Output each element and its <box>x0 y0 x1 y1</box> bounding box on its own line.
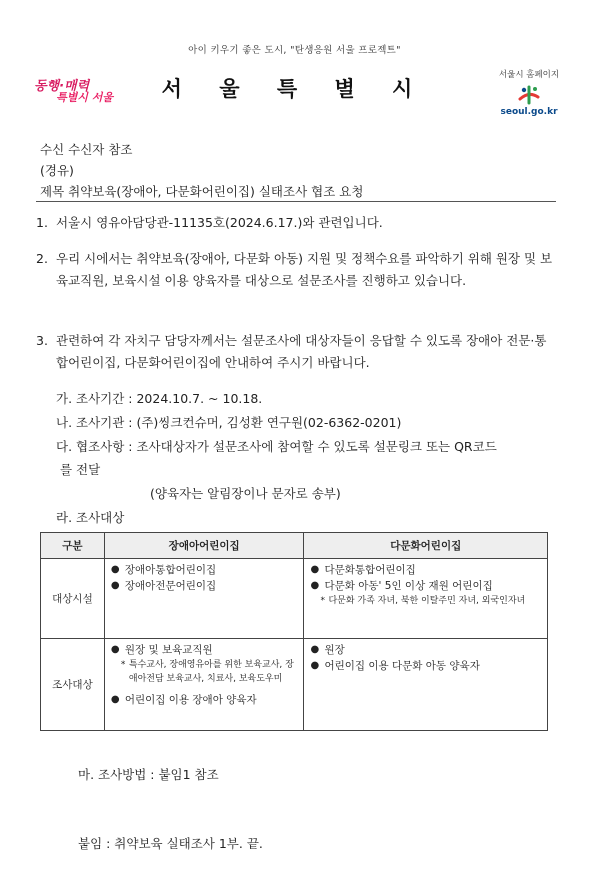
table-note: * 다문화 가족 자녀, 북한 이탈주민 자녀, 외국인자녀 <box>310 594 541 608</box>
cooperation-note: (양육자는 알림장이나 문자로 송부) <box>150 486 341 501</box>
survey-method: 마. 조사방법 : 붙임1 참조 <box>78 767 219 782</box>
paragraph-3 <box>36 330 556 378</box>
list-item: ● 원장 <box>310 642 541 658</box>
logo-line-1: 동행·매력 <box>34 79 90 94</box>
paragraph-text: 서울시 영유아담당관-11135호(2024.6.17.)와 관련입니다. <box>56 215 383 230</box>
table-header: 장애아어린이집 <box>104 533 304 559</box>
list-item: ● 장애아통합어린이집 <box>111 562 298 578</box>
recipient-line: 수신 수신자 참조 <box>40 142 133 157</box>
list-item: ● 원장 및 보육교직원 <box>111 642 298 658</box>
list-item: ● 어린이집 이용 장애아 양육자 <box>111 692 298 708</box>
list-item: ● 다문화통합어린이집 <box>310 562 541 578</box>
row-label: 대상시설 <box>41 559 105 639</box>
paragraph-number: 2. <box>36 251 48 266</box>
cooperation-line-1: 다. 협조사항 : 조사대상자가 설문조사에 참여할 수 있도록 설문링크 또는 QR코드 <box>56 439 497 454</box>
table-cell <box>304 639 548 731</box>
survey-target-table <box>40 532 548 731</box>
homepage-caption: 서울시 홈페이지 <box>498 70 560 80</box>
homepage-url: seoul.go.kr <box>500 107 558 117</box>
table-cell <box>104 559 304 639</box>
list-item: ● 장애아전문어린이집 <box>111 578 298 594</box>
slogan: 아이 키우기 좋은 도시, "탄생응원 서울 프로젝트" <box>188 45 401 56</box>
table-cell <box>304 559 548 639</box>
logo-line-2: 특별시 서울 <box>56 91 113 104</box>
seoul-homepage-logo <box>494 68 564 117</box>
document-title: 서 울 특 별 시 <box>161 77 428 101</box>
via-line: (경유) <box>40 163 74 178</box>
paragraph-number: 1. <box>36 215 48 230</box>
table-row <box>41 559 548 639</box>
table-header: 다문화어린이집 <box>304 533 548 559</box>
header-divider <box>36 201 556 202</box>
paragraph-2 <box>36 248 556 318</box>
table-header: 구분 <box>41 533 105 559</box>
paragraph-1 <box>36 212 556 234</box>
survey-agency: 나. 조사기관 : (주)씽크컨슈머, 김성환 연구원(02-6362-0201) <box>56 415 402 430</box>
list-item: ● 다문화 아동' 5인 이상 재원 어린이집 <box>310 578 541 594</box>
row-label: 조사대상 <box>41 639 105 731</box>
survey-period: 가. 조사기간 : 2024.10.7. ~ 10.18. <box>56 391 263 406</box>
paragraph-text: 우리 시에서는 취약보육(장애아, 다문화 아동) 지원 및 정책수요를 파악하기 위해 원장 및 보육교직원, 보육시설 이용 양육자를 대상으로 설문조사를 진행하고 있습니다. <box>56 251 553 288</box>
survey-target-heading: 라. 조사대상 <box>56 510 125 525</box>
table-header-row <box>41 533 548 559</box>
attachment-line: 붙임 : 취약보육 실태조사 1부. 끝. <box>78 836 263 851</box>
table-note: * 특수교사, 장애영유아를 위한 보육교사, 장애아전담 보육교사, 치료사, 보육도우미 <box>111 658 298 686</box>
list-item: ● 어린이집 이용 다문화 아동 양육자 <box>310 658 541 674</box>
paragraph-number: 3. <box>36 333 48 348</box>
seoul-emblem-icon <box>516 83 542 107</box>
table-cell <box>104 639 304 731</box>
cooperation-line-2: 를 전달 <box>60 462 101 477</box>
paragraph-text: 관련하여 각 자치구 담당자께서는 설문조사에 대상자들이 응답할 수 있도록 장애아 전문·통합어린이집, 다문화어린이집에 안내하여 주시기 바랍니다. <box>56 333 547 370</box>
table-row <box>41 639 548 731</box>
subject-line: 제목 취약보육(장애아, 다문화어린이집) 실태조사 협조 요청 <box>40 184 364 199</box>
